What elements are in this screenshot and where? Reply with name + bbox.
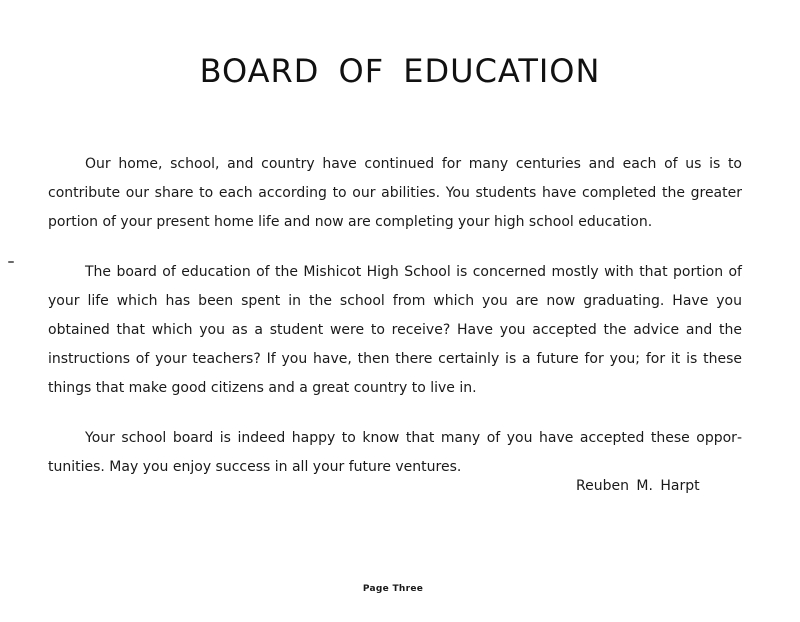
paragraph-2: The board of education of the Mishicot High School is concerned mostly with that portion of your life which has been spent in the school from which you are now graduating. Have you obtained that which you as a student were to receive? Have you accepted the advice and the instructions of your teachers? If you have, then there certainly is a future for you; for it is these things that make good citizens and a great country to live in. [48, 264, 742, 396]
page-title: BOARD OF EDUCATION [199, 52, 601, 90]
paragraph-3: Your school board is indeed happy to know that many of you have accepted these opportunities. May you enjoy success in all your future ventures. [48, 430, 742, 475]
scan-speck [8, 261, 14, 263]
page-number: Page Three [362, 584, 424, 594]
signature: Reuben M. Harpt [576, 478, 700, 494]
paragraph-1: Our home, school, and country have continued for many centuries and each of us is to contribute our share to each according to our abilities. You students have completed the greater portion of your present home life and now are completing your high school education. [48, 156, 742, 230]
